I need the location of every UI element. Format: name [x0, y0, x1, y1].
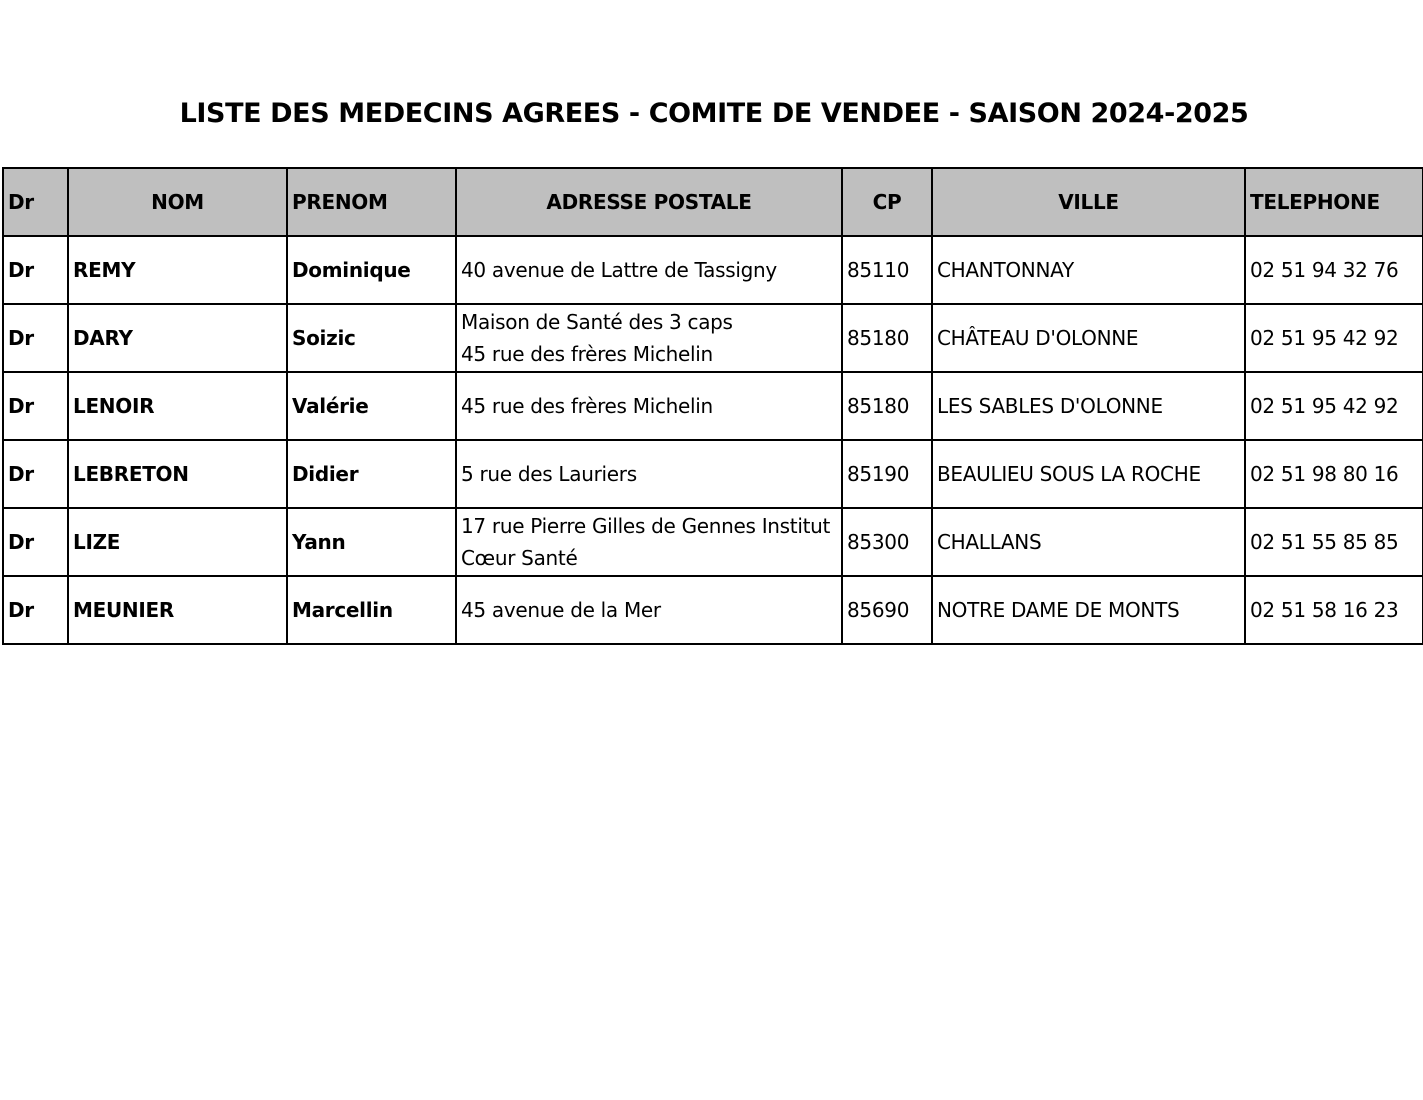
address-line: 45 avenue de la Mer — [461, 598, 661, 622]
table-row — [3, 304, 1423, 372]
cell-nom: MEUNIER — [68, 576, 287, 644]
cell-cp: 85690 — [842, 576, 932, 644]
header-prenom: PRENOM — [287, 168, 456, 236]
address-line: Maison de Santé des 3 caps — [461, 310, 733, 334]
header-ville: VILLE — [932, 168, 1245, 236]
address-line: 5 rue des Lauriers — [461, 462, 637, 486]
cell-title: Dr — [3, 304, 68, 372]
cell-cp: 85190 — [842, 440, 932, 508]
cell-title: Dr — [3, 372, 68, 440]
table-row — [3, 236, 1423, 304]
cell-prenom: Valérie — [287, 372, 456, 440]
cell-telephone: 02 51 94 32 76 — [1245, 236, 1423, 304]
address-line: 40 avenue de Lattre de Tassigny — [461, 258, 777, 282]
header-telephone: TELEPHONE — [1245, 168, 1423, 236]
address-line: Cœur Santé — [461, 546, 578, 570]
cell-cp: 85300 — [842, 508, 932, 576]
cell-telephone: 02 51 95 42 92 — [1245, 304, 1423, 372]
cell-nom: LENOIR — [68, 372, 287, 440]
cell-cp: 85180 — [842, 372, 932, 440]
cell-adresse — [456, 372, 842, 440]
cell-nom: LIZE — [68, 508, 287, 576]
table-row — [3, 372, 1423, 440]
page-title: LISTE DES MEDECINS AGREES - COMITE DE VENDEE - SAISON 2024-2025 — [179, 98, 1249, 129]
cell-title: Dr — [3, 440, 68, 508]
cell-ville: LES SABLES D'OLONNE — [932, 372, 1245, 440]
table-row — [3, 576, 1423, 644]
address-line: 45 rue des frères Michelin — [461, 394, 713, 418]
cell-telephone: 02 51 58 16 23 — [1245, 576, 1423, 644]
cell-prenom: Soizic — [287, 304, 456, 372]
cell-ville: CHALLANS — [932, 508, 1245, 576]
cell-prenom: Marcellin — [287, 576, 456, 644]
cell-nom: REMY — [68, 236, 287, 304]
cell-prenom: Didier — [287, 440, 456, 508]
cell-title: Dr — [3, 508, 68, 576]
header-nom: NOM — [68, 168, 287, 236]
cell-prenom: Dominique — [287, 236, 456, 304]
cell-cp: 85180 — [842, 304, 932, 372]
doctors-table — [2, 167, 1423, 645]
cell-title: Dr — [3, 236, 68, 304]
header-title: Dr — [3, 168, 68, 236]
cell-adresse — [456, 576, 842, 644]
cell-telephone: 02 51 98 80 16 — [1245, 440, 1423, 508]
header-cp: CP — [842, 168, 932, 236]
cell-nom: LEBRETON — [68, 440, 287, 508]
cell-ville: CHANTONNAY — [932, 236, 1245, 304]
cell-adresse — [456, 304, 842, 372]
address-line: 17 rue Pierre Gilles de Gennes Institut — [461, 514, 831, 538]
cell-ville: NOTRE DAME DE MONTS — [932, 576, 1245, 644]
cell-telephone: 02 51 95 42 92 — [1245, 372, 1423, 440]
cell-adresse — [456, 508, 842, 576]
header-adresse: ADRESSE POSTALE — [456, 168, 842, 236]
cell-prenom: Yann — [287, 508, 456, 576]
cell-title: Dr — [3, 576, 68, 644]
cell-ville: BEAULIEU SOUS LA ROCHE — [932, 440, 1245, 508]
table-header-row — [3, 168, 1423, 236]
cell-telephone: 02 51 55 85 85 — [1245, 508, 1423, 576]
cell-nom: DARY — [68, 304, 287, 372]
table-row — [3, 440, 1423, 508]
cell-adresse — [456, 236, 842, 304]
cell-adresse — [456, 440, 842, 508]
table-row — [3, 508, 1423, 576]
address-line: 45 rue des frères Michelin — [461, 342, 713, 366]
cell-ville: CHÂTEAU D'OLONNE — [932, 304, 1245, 372]
cell-cp: 85110 — [842, 236, 932, 304]
